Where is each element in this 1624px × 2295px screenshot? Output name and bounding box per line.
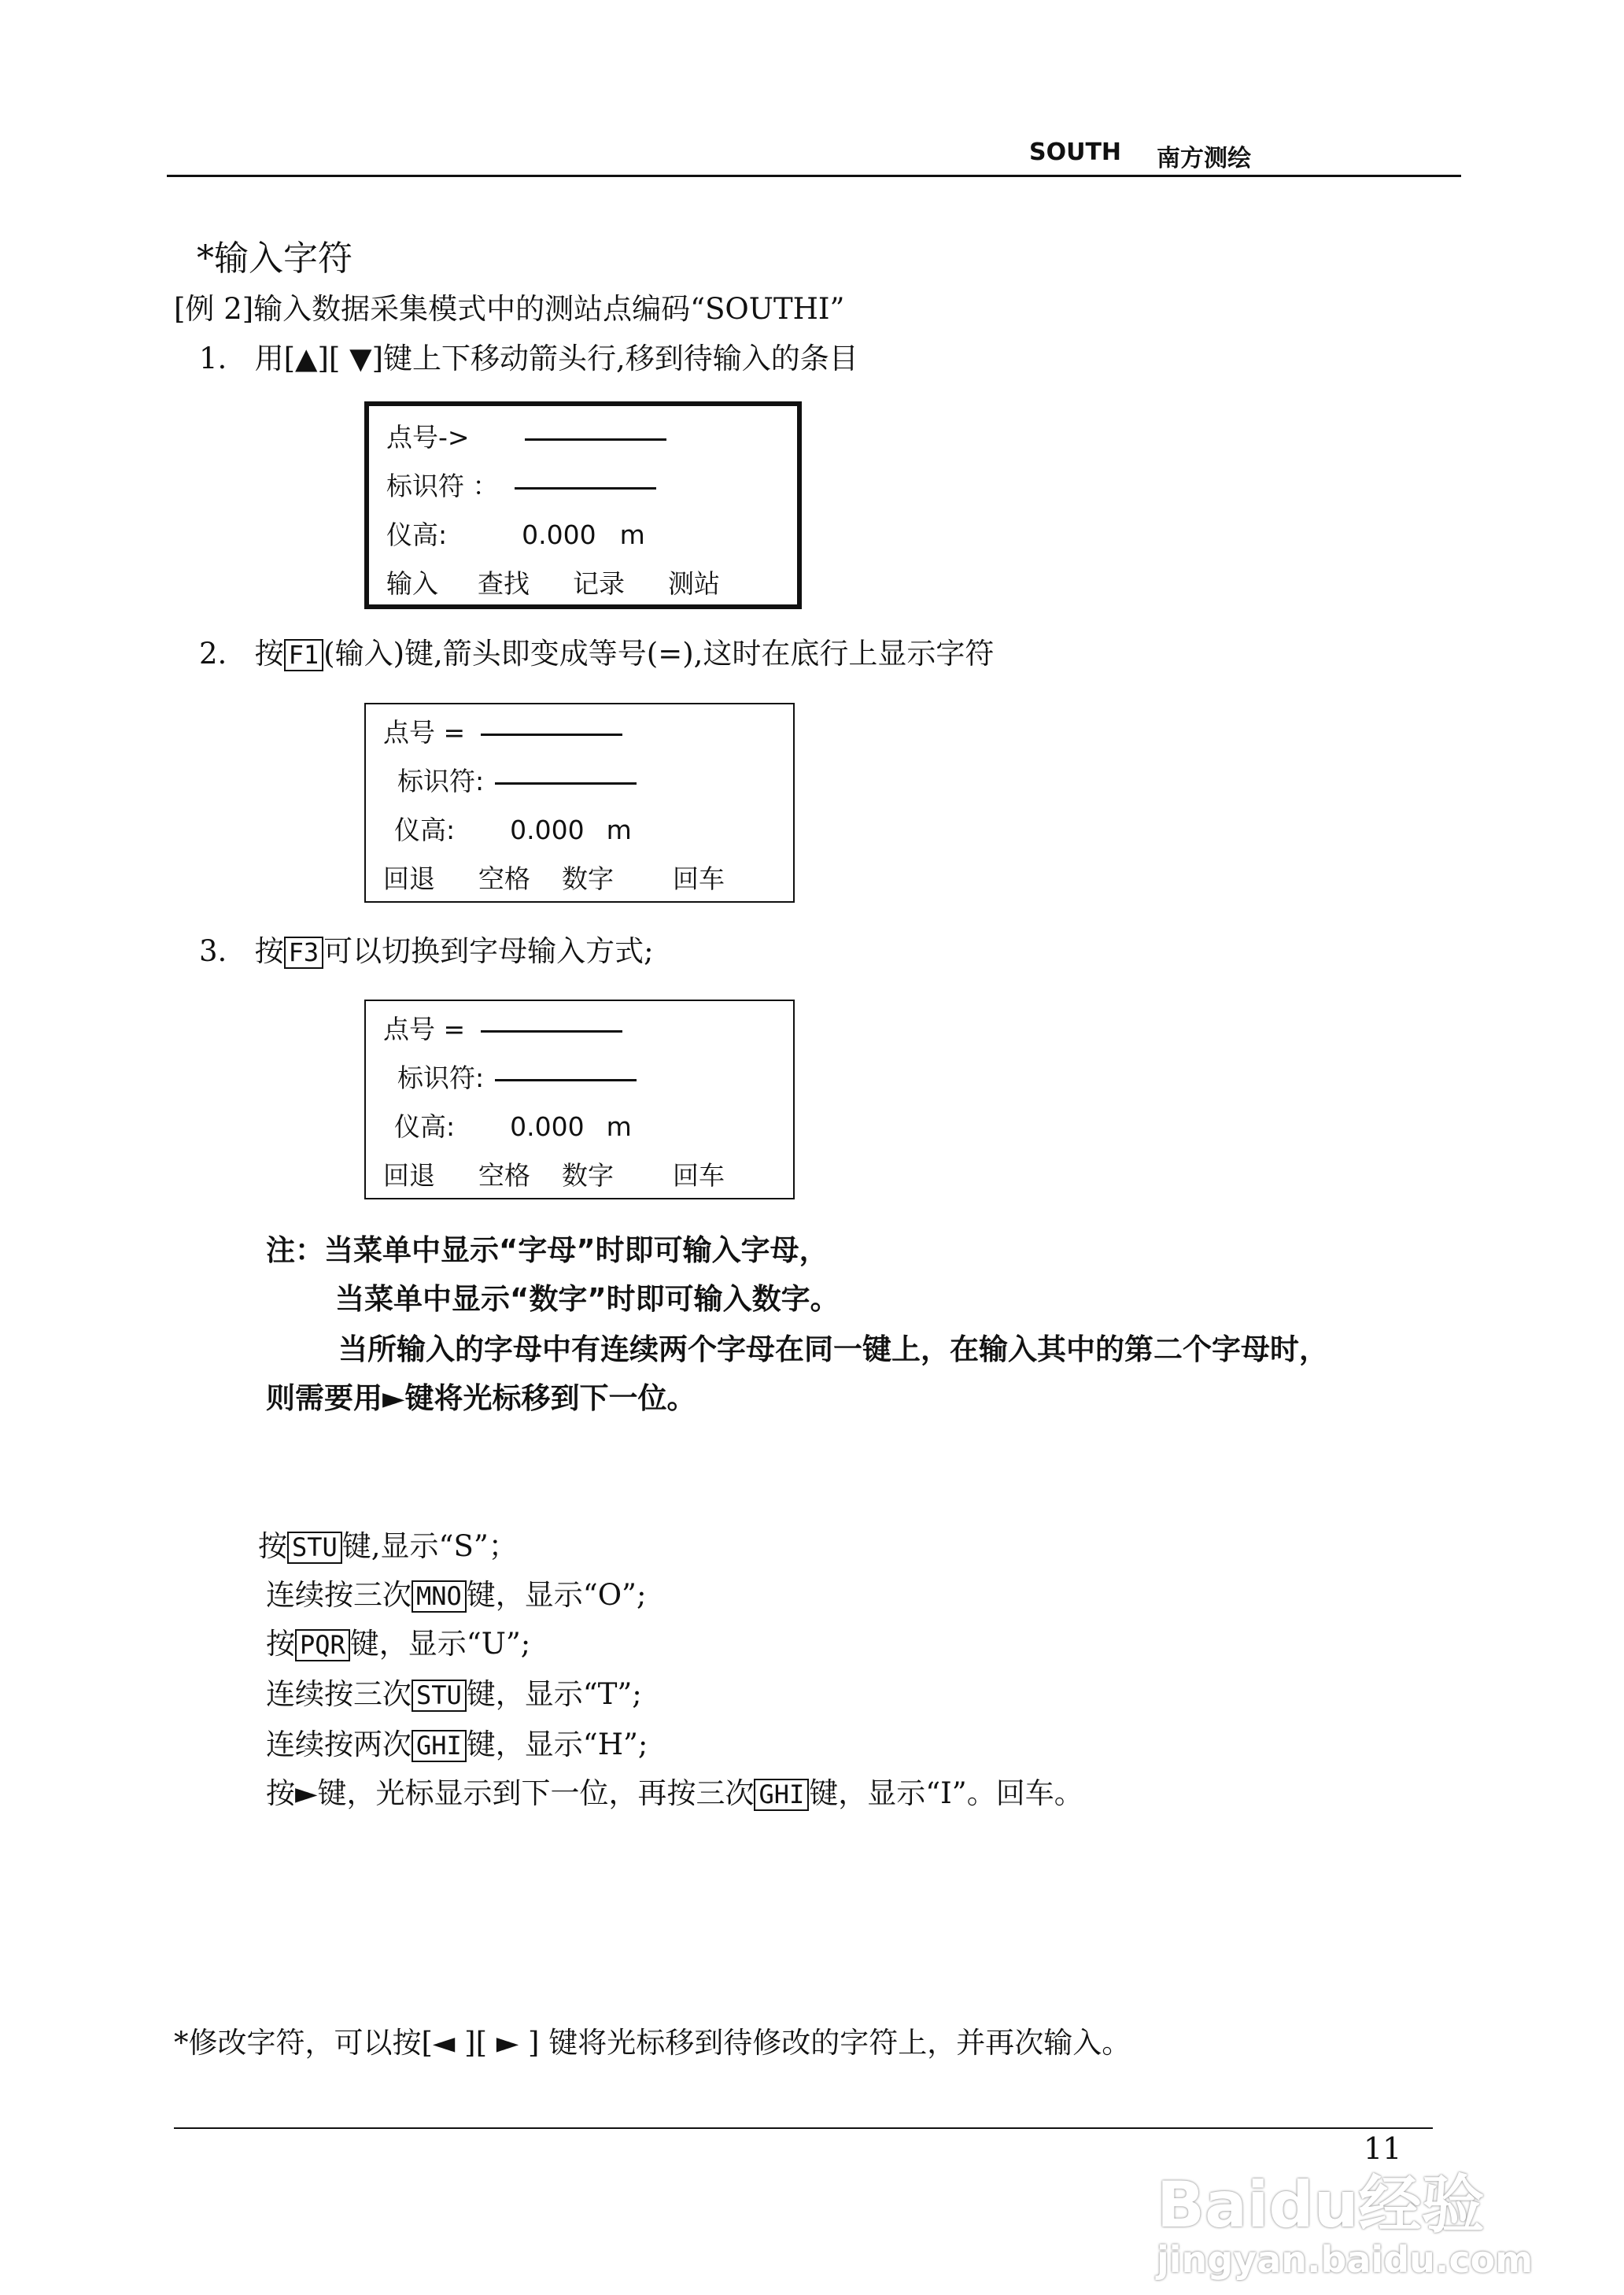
key-pqr: PQR [295, 1629, 350, 1661]
key-line-text: 键，显示“H”; [466, 1728, 648, 1761]
lcd-screen-1 [364, 401, 802, 609]
step-number: 2. [199, 637, 227, 671]
code-label: 标识符 ： [386, 471, 499, 501]
key-line-text: 键,显示“S”； [341, 1529, 518, 1563]
step-text: 按 [254, 934, 284, 968]
lcd-screen-3 [364, 1000, 795, 1199]
height-value: 0.000 [510, 815, 585, 845]
baidu-watermark [1157, 2168, 1534, 2281]
height-label: 仪高: [394, 1111, 456, 1142]
height-label: 仪高: [394, 815, 456, 845]
point-label: 点号 = [383, 1014, 466, 1044]
softkey-f3: 记录 [573, 568, 625, 599]
point-label: 点号 = [383, 717, 466, 748]
code-field [495, 1078, 637, 1081]
key-line-text: 键，显示“T”; [466, 1677, 642, 1711]
point-field [481, 1029, 622, 1033]
height-label: 仪高: [386, 519, 448, 550]
step-1 [199, 334, 858, 377]
step-number: 1. [199, 342, 227, 375]
key-line [266, 1769, 1083, 1812]
note-line-4: 则需要用►键将光标移到下一位。 [266, 1381, 696, 1415]
header-rule [167, 175, 1461, 177]
code-field [495, 782, 637, 785]
height-unit: m [606, 815, 632, 845]
step-text: 按 [254, 637, 284, 671]
note-line-3: 当所输入的字母中有连续两个字母在同一键上，在输入其中的第二个字母时， [338, 1332, 1328, 1366]
step-number: 3. [199, 934, 227, 968]
example-line: [例 2]输入数据采集模式中的测站点编码“SOUTHI” [174, 292, 845, 326]
key-line-text: 键，显示“I”。回车。 [809, 1776, 1083, 1810]
key-ghi: GHI [754, 1779, 809, 1811]
key-line [266, 1720, 648, 1763]
height-value: 0.000 [522, 519, 596, 550]
softkey-f2: 查找 [478, 568, 530, 599]
step-3 [199, 927, 654, 970]
note-line-1: 注：当菜单中显示“字母”时即可输入字母， [266, 1233, 829, 1267]
modify-line: *修改字符，可以按[◄ ][ ► ] 键将光标移到待修改的字符上，并再次输入。 [174, 2026, 1131, 2060]
softkey-f1: 输入 [386, 568, 438, 599]
key-line-text: 连续按三次 [266, 1578, 412, 1612]
key-line [258, 1522, 518, 1565]
key-line-text: 连续按三次 [266, 1677, 412, 1711]
height-unit: m [619, 519, 645, 550]
header-company: 南方测绘 [1157, 145, 1251, 172]
height-value: 0.000 [510, 1111, 585, 1142]
code-field [515, 486, 656, 490]
page-number: 11 [1364, 2131, 1402, 2166]
key-line-text: 按 [266, 1627, 295, 1661]
softkey-f2: 空格 [478, 863, 530, 894]
key-line [266, 1571, 646, 1613]
softkey-f1: 回退 [383, 863, 435, 894]
code-label: 标识符: [397, 1062, 485, 1093]
point-label: 点号-> [386, 422, 470, 453]
key-stu: STU [287, 1532, 342, 1564]
softkey-f3: 数字 [562, 1160, 614, 1191]
key-line-text: 键，显示“O”; [466, 1578, 647, 1612]
step-text: 用[▲][ ▼]键上下移动箭头行,移到待输入的条目 [254, 342, 858, 375]
watermark-logo: Baidu经验 [1157, 2168, 1485, 2241]
key-f1: F1 [284, 639, 324, 671]
key-f3: F3 [284, 937, 324, 969]
note-line-2: 当菜单中显示“数字”时即可输入数字。 [335, 1282, 840, 1316]
header-brand: SOUTH [1029, 139, 1122, 166]
softkey-f4: 回车 [673, 1160, 725, 1191]
key-ghi: GHI [412, 1730, 467, 1762]
section-title: *输入字符 [197, 238, 352, 279]
key-line-text: 键，显示“U”; [349, 1627, 531, 1661]
softkey-f4: 回车 [673, 863, 725, 894]
height-unit: m [606, 1111, 632, 1142]
step-text: 可以切换到字母输入方式; [323, 934, 654, 968]
code-label: 标识符: [397, 766, 485, 796]
key-stu: STU [412, 1680, 467, 1712]
key-line [266, 1670, 642, 1713]
softkey-f3: 数字 [562, 863, 614, 894]
softkey-f4: 测站 [668, 568, 720, 599]
point-field [525, 438, 666, 441]
step-2 [199, 630, 994, 672]
key-line-text: 连续按两次 [266, 1728, 412, 1761]
footer-rule [174, 2127, 1433, 2129]
key-line [266, 1620, 530, 1662]
watermark-url: jingyan.baidu.com [1157, 2238, 1534, 2281]
softkey-f1: 回退 [383, 1160, 435, 1191]
key-line-text: 按 [258, 1529, 287, 1563]
lcd-screen-2 [364, 703, 795, 903]
softkey-f2: 空格 [478, 1160, 530, 1191]
step-text: (输入)键,箭头即变成等号(=),这时在底行上显示字符 [323, 637, 995, 671]
key-mno: MNO [412, 1580, 467, 1613]
key-line-text: 按►键，光标显示到下一位，再按三次 [266, 1776, 755, 1810]
point-field [481, 733, 622, 736]
